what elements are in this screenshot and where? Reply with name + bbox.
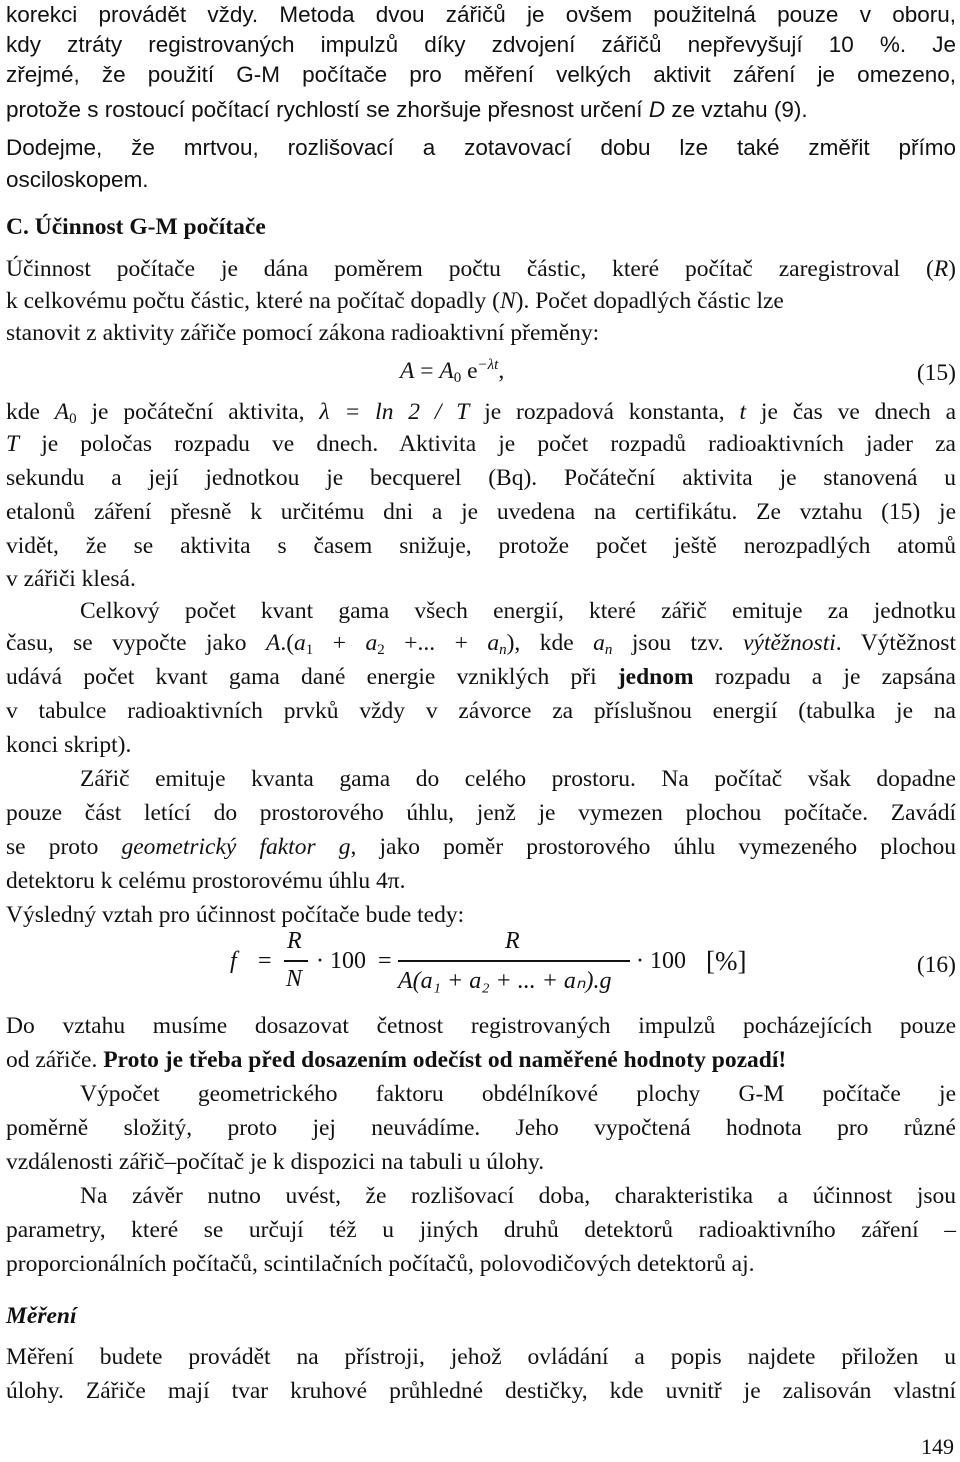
eq15-equals: = <box>414 358 440 384</box>
lambda-formula: λ = ln 2 / T <box>319 399 470 425</box>
variable-n: N <box>499 288 516 314</box>
activity-line-2-text: je poločas rozpadu ve dnech. Aktivita je počet rozpadů radioaktivních jader za <box>19 431 956 457</box>
eq15-e: e <box>461 358 478 384</box>
eq15-comma: , <box>498 358 505 384</box>
activity-line-2 <box>6 429 956 459</box>
geom-line-3-a: se proto <box>6 834 122 860</box>
calc-line-1: Výpočet geometrického faktoru obdélníkové plochy G-M počítače je <box>80 1081 956 1107</box>
eq15-exponent: −λt <box>477 357 499 374</box>
geom-line-2: pouze část letící do prostorového úhlu, jenž je vymezen plochou počítače. Zavádí <box>6 800 956 826</box>
yield-plus1: + <box>313 630 366 656</box>
intro-line-3: zřejmé, že použití G-M počítače pro měření velkých aktivit záření je omezeno, <box>6 62 956 87</box>
eq16-num-2: R <box>505 928 520 954</box>
variable-a0-sub: 0 <box>69 411 77 427</box>
intro-line-6: osciloskopem. <box>6 167 149 192</box>
equation-16-number: (16) <box>916 952 956 978</box>
activity-line-1-d: je čas ve dnech a <box>746 399 957 425</box>
yield-line-2-a: času, se vypočte jako <box>6 630 266 656</box>
geom-line-4: detektoru k celému prostorovému úhlu 4π. <box>6 868 406 894</box>
yield-var-a: A <box>265 630 281 656</box>
activity-line-5: vidět, že se aktivita s časem snižuje, protože počet ještě nerozpadlých atomů <box>6 533 956 559</box>
equation-15 <box>400 356 504 386</box>
end-line-3: proporcionálních počítačů, scintilačních počítačů, polovodičových detektorů aj. <box>6 1251 755 1277</box>
eq16-times-100-b: · 100 <box>636 948 686 974</box>
variable-T: T <box>6 431 20 457</box>
yield-open: .( <box>280 630 295 656</box>
eq15-lhs: A <box>400 358 415 384</box>
eq16-den-2: A(a₁ + a₂ + ... + aₙ).g <box>398 968 612 994</box>
eq16-equals-1: = <box>258 948 272 974</box>
page-number: 149 <box>921 1434 954 1459</box>
intro-line-2: kdy ztráty registrovaných impulzů díky zdvojení zářičů nepřevyšují 10 %. Je <box>6 32 956 57</box>
intro-line-4-tail: ze vztahu (9). <box>665 97 808 122</box>
equation-15-number: (15) <box>916 360 956 386</box>
end-line-2: parametry, které se určují též u jiných druhů detektorů radioaktivního záření – <box>6 1217 956 1243</box>
activity-line-1-b: je počáteční aktivita, <box>76 399 320 425</box>
intro-line-1: korekci provádět vždy. Metoda dvou zářičů je ovšem použitelná pouze v oboru, <box>6 2 956 27</box>
geom-line-1: Zářič emituje kvanta gama do celého prostoru. Na počítač však dopadne <box>80 766 956 792</box>
yield-line-3-b: rozpadu a je zapsána <box>693 664 956 690</box>
eq15-a0: A <box>439 358 454 384</box>
section-heading-measurement: Měření <box>6 1303 77 1329</box>
eq16-unit-percent: [%] <box>706 946 747 976</box>
calc-line-3: vzdálenosti zářič–počítač je k dispozici na tabuli u úlohy. <box>6 1149 545 1175</box>
efficiency-line-2 <box>6 286 956 316</box>
variable-d: D <box>648 97 666 122</box>
section-heading-efficiency: C. Účinnost G-M počítače <box>6 214 266 240</box>
end-line-1: Na závěr nutno uvést, že rozlišovací doba, charakteristika a účinnost jsou <box>80 1183 956 1209</box>
intro-line-4-text: protože s rostoucí počítací rychlostí se zhoršuje přesnost určení <box>6 97 649 122</box>
efficiency-line-3: stanovit z aktivity zářiče pomocí zákona radioaktivní přeměny: <box>6 320 600 346</box>
efficiency-line-2-tail: ). Počet dopadlých částic lze <box>515 288 784 314</box>
geom-line-3 <box>6 832 956 862</box>
yield-a1: a <box>294 630 306 656</box>
yield-line-5: konci skript). <box>6 732 132 758</box>
eq15-sub0: 0 <box>453 370 462 386</box>
eq16-f: f <box>230 948 237 974</box>
activity-line-4: etalonů záření přesně k určitému dni a je uvedena na certifikátu. Ze vztahu (15) je <box>6 499 956 525</box>
efficiency-line-1 <box>6 254 956 284</box>
yield-term: výtěžnosti <box>743 630 836 656</box>
yield-line-3 <box>6 662 956 692</box>
yield-line-3-a: udává počet kvant gama dané energie vzniklých při <box>6 664 618 690</box>
yield-line-2 <box>6 628 956 658</box>
measurement-line-2: úlohy. Zářiče mají tvar kruhové průhledné destičky, kde uvnitř je zalisován vlastní <box>6 1378 956 1404</box>
yield-an2: a <box>593 630 605 656</box>
efficiency-line-2-text: k celkovému počtu částic, které na počítač dopadly ( <box>6 288 500 314</box>
geom-line-3-b: , jako poměr prostorového úhlu vymezeného plochou <box>350 834 956 860</box>
yield-a2-sub: 2 <box>377 642 385 658</box>
variable-t: t <box>739 399 747 425</box>
yield-a2: a <box>365 630 378 656</box>
yield-a1-sub: 1 <box>305 642 314 658</box>
eq16-times-100-a: · 100 <box>316 948 366 974</box>
background-line-2 <box>6 1045 956 1075</box>
geom-line-5: Výsledný vztah pro účinnost počítače bude tedy: <box>6 902 465 928</box>
yield-line-2-d: jsou tzv. <box>612 630 744 656</box>
yield-line-2-c: ), kde <box>506 630 594 656</box>
intro-line-4 <box>6 95 956 125</box>
yield-line-1: Celkový počet kvant gama všech energií, které zářič emituje za jednotku <box>80 598 956 624</box>
variable-a0: A <box>54 399 70 425</box>
yield-an2-sub: n <box>604 642 613 658</box>
activity-kde: kde <box>6 399 55 425</box>
yield-an: a <box>487 630 500 656</box>
yield-line-4: v tabulce radioaktivních prvků vždy v závorce za příslušnou energií (tabulka je na <box>6 698 956 724</box>
intro-line-5: Dodejme, že mrtvou, rozlišovací a zotavovací dobu lze také změřit přímo <box>6 135 956 160</box>
yield-an-sub: n <box>499 642 507 658</box>
yield-plus2: +... + <box>384 630 488 656</box>
background-bold-warning: Proto je třeba před dosazením odečíst od naměřené hodnoty pozadí! <box>103 1047 787 1073</box>
activity-line-1-c: je rozpadová konstanta, <box>469 399 740 425</box>
yield-bold-jednom: jednom <box>617 664 694 690</box>
eq16-equals-2: = <box>378 948 392 974</box>
eq16-fraction-bar-1 <box>284 960 308 962</box>
activity-line-1 <box>6 397 956 427</box>
variable-r: R <box>933 256 949 282</box>
efficiency-line-1-text: Účinnost počítače je dána poměrem počtu částic, které počítač zaregistroval ( <box>6 256 934 282</box>
eq16-den-1: N <box>286 966 303 992</box>
eq16-num-1: R <box>287 928 302 954</box>
yield-line-2-e: . Výtěžnost <box>835 630 956 656</box>
measurement-line-1: Měření budete provádět na přístroji, jehož ovládání a popis najdete přiložen u <box>6 1344 956 1370</box>
calc-line-2: poměrně složitý, proto jej neuvádíme. Jeho vypočtená hodnota pro různé <box>6 1115 956 1141</box>
geom-term: geometrický faktor g <box>121 834 351 860</box>
background-line-2-a: od zářiče. <box>6 1047 104 1073</box>
efficiency-line-1-close: ) <box>948 256 956 282</box>
activity-line-3: sekundu a její jednotkou je becquerel (Bq). Počáteční aktivita je stanovená u <box>6 465 956 491</box>
activity-line-6: v zářiči klesá. <box>6 566 136 592</box>
background-line-1: Do vztahu musíme dosazovat četnost registrovaných impulzů pocházejících pouze <box>6 1013 956 1039</box>
eq16-fraction-bar-2 <box>398 960 630 962</box>
